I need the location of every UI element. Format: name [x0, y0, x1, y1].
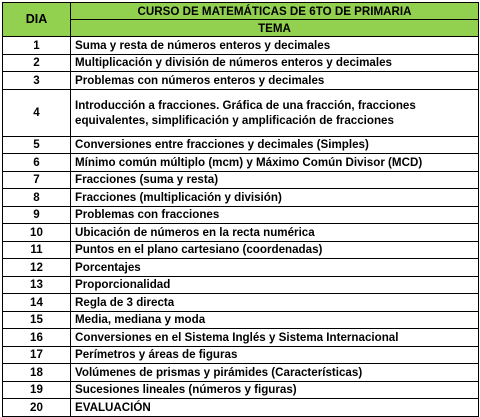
table-row	[3, 259, 479, 277]
dia-cell: 13	[3, 276, 71, 294]
header-row-title	[3, 3, 479, 20]
dia-cell: 10	[3, 224, 71, 242]
dia-cell: 18	[3, 364, 71, 382]
tema-cell: Fracciones (suma y resta)	[71, 171, 479, 189]
dia-cell: 16	[3, 329, 71, 347]
dia-cell: 17	[3, 346, 71, 364]
tema-cell: Media, mediana y moda	[71, 311, 479, 329]
dia-cell: 14	[3, 294, 71, 312]
tema-cell: Sucesiones lineales (números y figuras)	[71, 381, 479, 399]
table-row	[3, 311, 479, 329]
tema-cell: Mínimo común múltiplo (mcm) y Máximo Común Divisor (MCD)	[71, 154, 479, 172]
course-title: CURSO DE MATEMÁTICAS DE 6TO DE PRIMARIA	[71, 3, 479, 20]
tema-cell: Porcentajes	[71, 259, 479, 277]
dia-cell: 20	[3, 399, 71, 417]
table-row	[3, 364, 479, 382]
tema-cell: Suma y resta de números enteros y decimales	[71, 37, 479, 55]
dia-column-header: DIA	[3, 3, 71, 37]
course-schedule-table	[2, 2, 479, 417]
table-row	[3, 206, 479, 224]
dia-cell: 15	[3, 311, 71, 329]
tema-cell: Puntos en el plano cartesiano (coordenadas)	[71, 241, 479, 259]
tema-cell: Fracciones (multiplicación y división)	[71, 189, 479, 207]
dia-cell: 1	[3, 37, 71, 55]
tema-column-header: TEMA	[71, 20, 479, 37]
dia-cell: 5	[3, 136, 71, 154]
tema-cell: Regla de 3 directa	[71, 294, 479, 312]
tema-cell: Conversiones en el Sistema Inglés y Sistema Internacional	[71, 329, 479, 347]
table-row	[3, 241, 479, 259]
tema-cell: Multiplicación y división de números enteros y decimales	[71, 54, 479, 72]
dia-cell: 8	[3, 189, 71, 207]
table-row	[3, 89, 479, 136]
dia-cell: 9	[3, 206, 71, 224]
dia-cell: 11	[3, 241, 71, 259]
table-row	[3, 399, 479, 417]
table-row	[3, 329, 479, 347]
dia-cell: 7	[3, 171, 71, 189]
dia-cell: 6	[3, 154, 71, 172]
table-row	[3, 294, 479, 312]
table-row	[3, 224, 479, 242]
table-row	[3, 171, 479, 189]
table-row	[3, 54, 479, 72]
header-row-tema	[3, 20, 479, 37]
schedule-body	[3, 3, 479, 417]
tema-cell: Conversiones entre fracciones y decimales (Simples)	[71, 136, 479, 154]
tema-cell: EVALUACIÓN	[71, 399, 479, 417]
table-row	[3, 381, 479, 399]
table-row	[3, 346, 479, 364]
tema-cell: Introducción a fracciones. Gráfica de una fracción, fracciones equivalentes, simplificación y amplificación de fracciones	[71, 89, 479, 136]
dia-cell: 19	[3, 381, 71, 399]
dia-cell: 2	[3, 54, 71, 72]
tema-cell: Ubicación de números en la recta numérica	[71, 224, 479, 242]
table-row	[3, 72, 479, 90]
tema-cell: Problemas con fracciones	[71, 206, 479, 224]
dia-cell: 12	[3, 259, 71, 277]
tema-cell: Proporcionalidad	[71, 276, 479, 294]
table-row	[3, 276, 479, 294]
table-row	[3, 154, 479, 172]
table-row	[3, 136, 479, 154]
tema-cell: Volúmenes de prismas y pirámides (Características)	[71, 364, 479, 382]
tema-cell: Perímetros y áreas de figuras	[71, 346, 479, 364]
tema-cell: Problemas con números enteros y decimales	[71, 72, 479, 90]
table-row	[3, 189, 479, 207]
table-row	[3, 37, 479, 55]
dia-cell: 3	[3, 72, 71, 90]
dia-cell: 4	[3, 89, 71, 136]
